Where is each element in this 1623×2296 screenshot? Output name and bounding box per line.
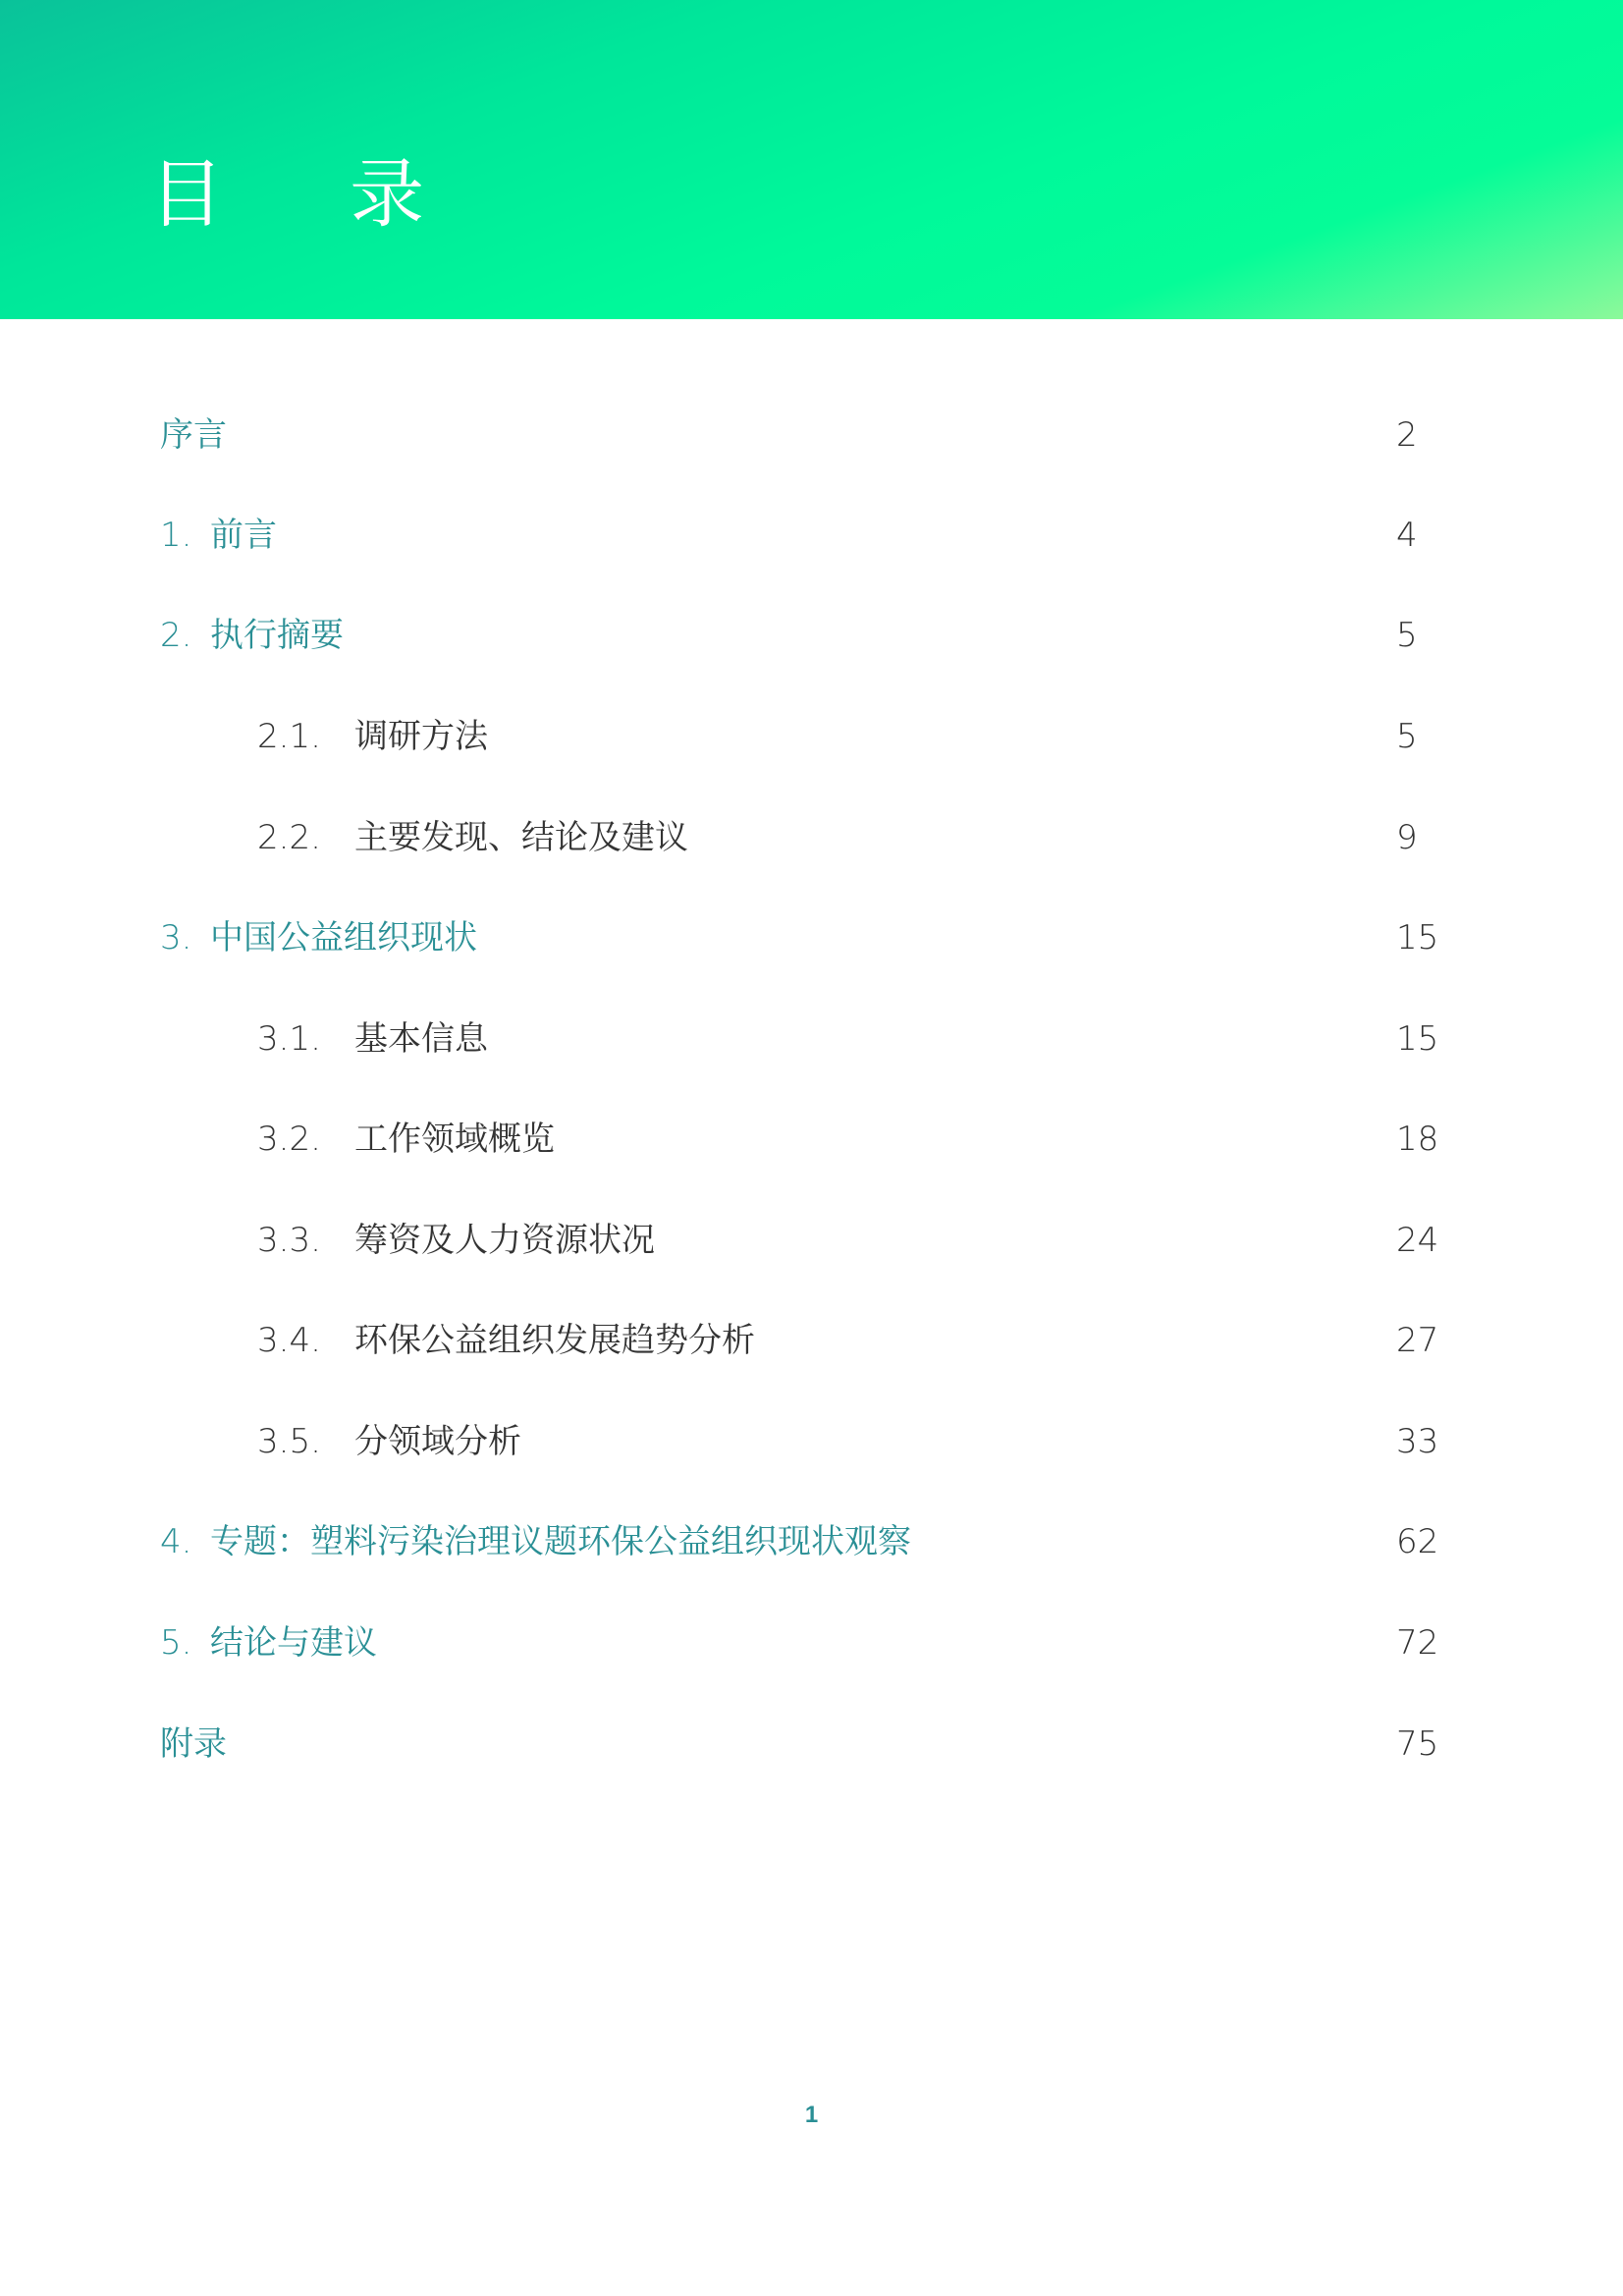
toc-entry-3-5[interactable] [0,1412,1623,1471]
toc-entry-page: 15 [1396,1019,1439,1059]
toc-entry-5[interactable] [0,1613,1623,1672]
toc-entry-number: 2. [160,616,192,655]
toc-entry-label: 序言 [160,415,227,455]
toc-entry-page: 9 [1396,818,1418,857]
toc-entry-3-4[interactable] [0,1311,1623,1370]
toc-entry-label: 环保公益组织发展趋势分析 [354,1321,755,1360]
toc-entry-label: 调研方法 [354,717,488,756]
toc-entry-page: 5 [1396,616,1418,655]
toc-entry-page: 15 [1396,918,1439,957]
toc-entry-label: 执行摘要 [210,616,344,655]
toc-entry-label: 前言 [210,516,277,555]
toc-entry-3-3[interactable] [0,1211,1623,1270]
toc-entry-number: 3.2. [257,1120,321,1159]
toc-entry-page: 75 [1396,1724,1439,1764]
toc-entry-number: 3.4. [257,1321,321,1360]
toc-entry-number: 1. [160,516,192,555]
toc-entry-2-2[interactable] [0,808,1623,867]
toc-entry-label: 工作领域概览 [354,1120,555,1159]
toc-entry-page: 24 [1396,1221,1439,1260]
toc-entry-label: 筹资及人力资源状况 [354,1221,655,1260]
toc-entry-1[interactable] [0,506,1623,565]
toc-entry-appendix[interactable] [0,1715,1623,1774]
toc-entry-page: 27 [1396,1321,1439,1360]
toc-entry-page: 2 [1396,415,1418,455]
toc-entry-2[interactable] [0,606,1623,665]
toc-entry-3-2[interactable] [0,1110,1623,1169]
toc-entry-label: 主要发现、结论及建议 [354,818,688,857]
toc-entry-2-1[interactable] [0,707,1623,766]
toc-entry-label: 中国公益组织现状 [210,918,477,957]
toc-entry-preface[interactable] [0,406,1623,465]
toc-entry-page: 18 [1396,1120,1439,1159]
toc-entry-number: 5. [160,1623,192,1663]
toc-entry-number: 3.5. [257,1422,321,1461]
toc-entry-number: 4. [160,1522,192,1561]
toc-entry-page: 72 [1396,1623,1439,1663]
toc-entry-label: 结论与建议 [210,1623,377,1663]
toc-entry-number: 2.1. [257,717,321,756]
toc-entry-4[interactable] [0,1512,1623,1571]
toc-entry-label: 基本信息 [354,1019,488,1059]
toc-entry-number: 3.1. [257,1019,321,1059]
toc-entry-page: 4 [1396,516,1418,555]
page-title: 目 录 [149,150,476,238]
toc-entry-3[interactable] [0,908,1623,967]
toc-entry-3-1[interactable] [0,1010,1623,1068]
toc-entry-number: 3. [160,918,192,957]
toc-entry-number: 3.3. [257,1221,321,1260]
toc-entry-label: 分领域分析 [354,1422,521,1461]
page-number: 1 [804,2102,819,2128]
toc-entry-page: 5 [1396,717,1418,756]
toc-entry-page: 33 [1396,1422,1439,1461]
toc-entry-label: 专题：塑料污染治理议题环保公益组织现状观察 [210,1522,911,1561]
toc-entry-label: 附录 [160,1724,227,1764]
header-banner [0,0,1623,319]
toc-entry-number: 2.2. [257,818,321,857]
toc-entry-page: 62 [1396,1522,1439,1561]
